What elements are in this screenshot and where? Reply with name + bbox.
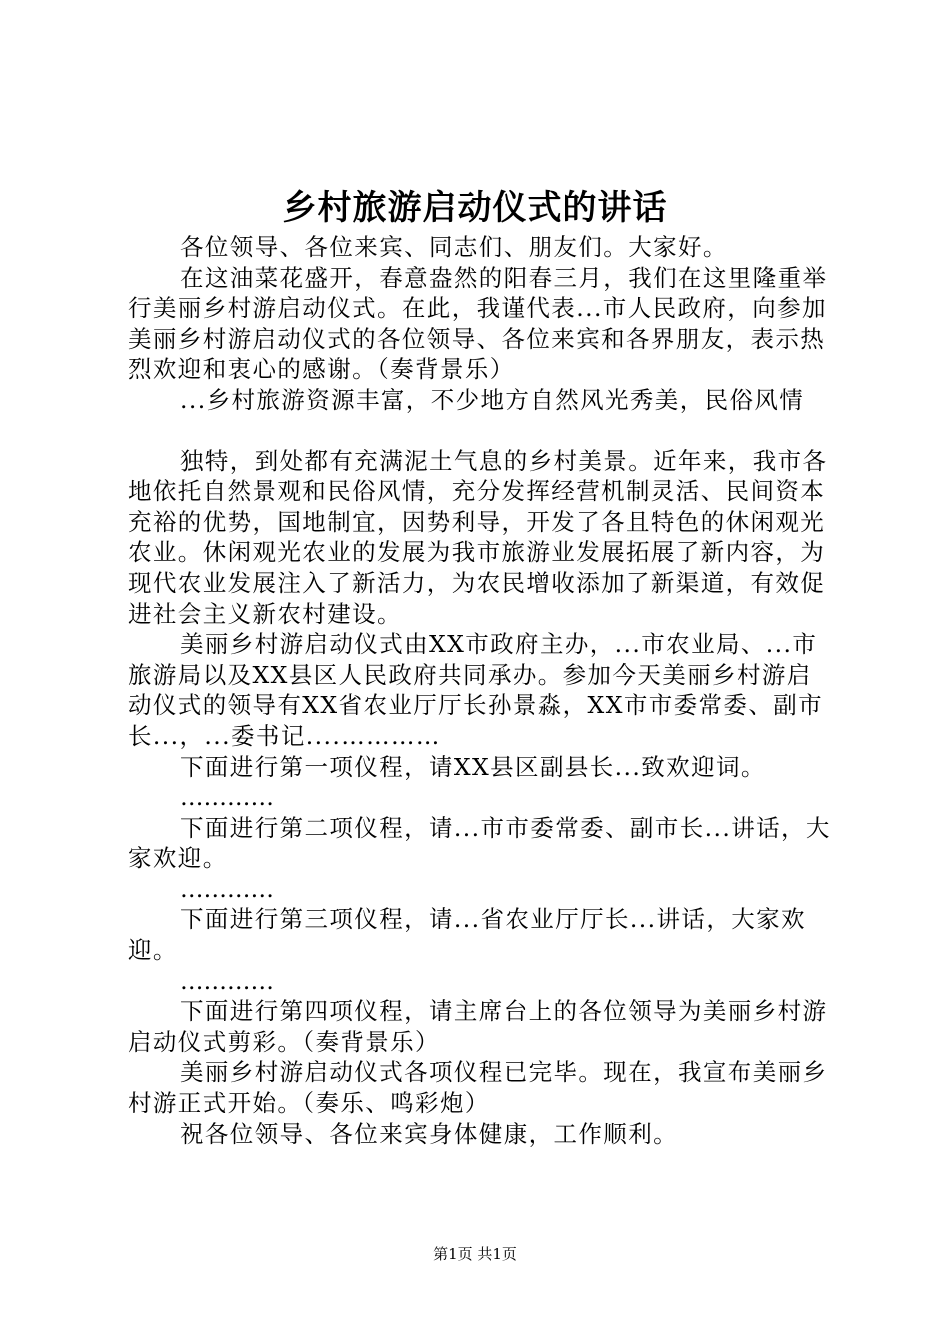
paragraph-announcement: 美丽乡村游启动仪式各项仪程已完毕。现在，我宣布美丽乡村游正式开始。（奏乐、鸣彩炮） [128, 1058, 828, 1118]
paragraph-greeting: 各位领导、各位来宾、同志们、朋友们。大家好。 [180, 233, 728, 261]
page-number-footer: 第1页 共1页 [433, 1245, 517, 1263]
paragraph-item-one: 下面进行第一项仪程，请XX县区副县长...致欢迎词。 [180, 752, 766, 781]
document-title: 乡村旅游启动仪式的讲话 [282, 188, 668, 228]
document-body [128, 232, 836, 1149]
paragraph-item-four: 下面进行第四项仪程，请主席台上的各位领导为美丽乡村游启动仪式剪彩。（奏背景乐） [128, 997, 828, 1056]
paragraph-resources-continued: 独特，到处都有充满泥土气息的乡村美景。近年来，我市各地依托自然景观和民俗风情，充分发挥经营机制灵活、民间资本充裕的优势，国地制宜，因势利导，开发了各且特色的休闲观光农业。休闲观光农业的发展为我市旅游业发展拓展了新内容，为现代农业发展注入了新活力，为农民增收添加了新渠道，有效促进社会主义新农村建设。 [128, 446, 828, 628]
paragraph-welcome: 在这油菜花盛开，春意盎然的阳春三月，我们在这里隆重举行美丽乡村游启动仪式。在此，我谨代表...市人民政府，向参加美丽乡村游启动仪式的各位领导、各位来宾和各界朋友，表示热烈欢迎和衷心的感谢。（奏背景乐） [128, 263, 828, 384]
ellipsis-line: ………… [180, 783, 274, 812]
paragraph-resources-start: ...乡村旅游资源丰富，不少地方自然风光秀美，民俗风情 [180, 385, 805, 414]
paragraph-item-two: 下面进行第二项仪程，请...市市委常委、副市长...讲话，大家欢迎。 [128, 813, 831, 873]
paragraph-closing: 祝各位领导、各位来宾身体健康，工作顺利。 [180, 1119, 678, 1148]
paragraph-organizers: 美丽乡村游启动仪式由XX市政府主办，...市农业局、...市旅游局以及XX县区人民政府共同承办。参加今天美丽乡村游启动仪式的领导有XX省农业厅厅长孙景淼，XX市市委常委、副市长...，...委书记....………… [128, 630, 824, 750]
ellipsis-line: ………… [180, 874, 274, 903]
paragraph-item-three: 下面进行第三项仪程，请...省农业厅厅长...讲话，大家欢迎。 [128, 905, 806, 965]
ellipsis-line: ………… [180, 966, 274, 995]
